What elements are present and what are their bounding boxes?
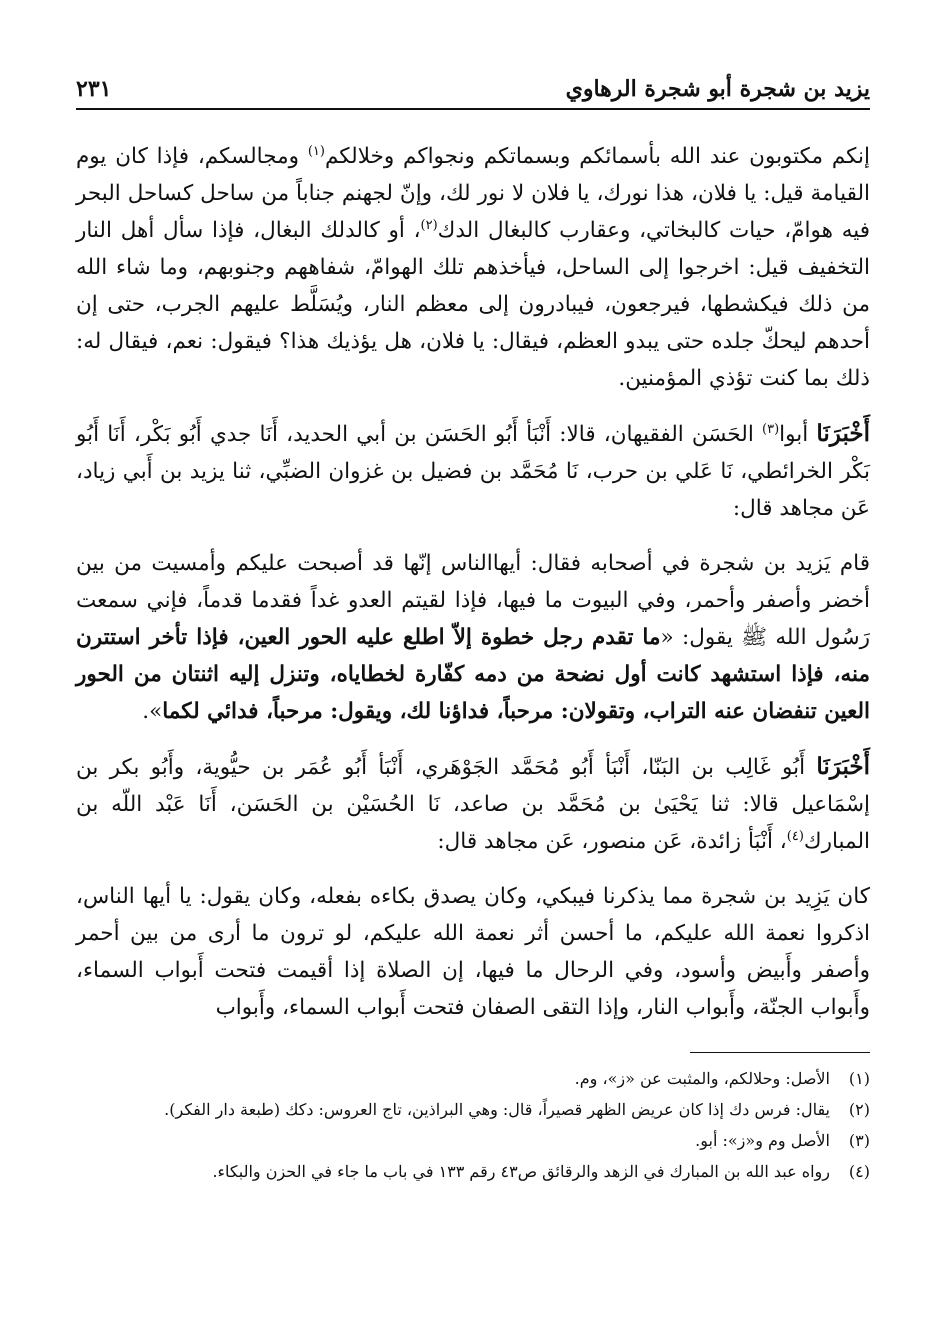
footnote-text: الأصل وم و«ز»: أبو. xyxy=(695,1131,830,1150)
footnote-number: (٤) xyxy=(848,1162,870,1181)
paragraph-1 xyxy=(76,138,870,397)
text-run: إنكم مكتوبون عند الله بأسمائكم وبسماتكم ونجواكم وخلالكم xyxy=(324,144,870,169)
book-page xyxy=(76,60,870,1300)
paragraph-5 xyxy=(76,878,870,1026)
page-number: ٢٣١ xyxy=(76,76,112,102)
main-text xyxy=(76,138,870,1026)
paragraph-4 xyxy=(76,748,870,860)
text-run: قام يَزيد بن شجرة في أصحابه فقال: أيهاالناس إنّها قد أصبحت عليكم وأمسيت من بين أخضر وأصفر وأحمر، وفي البيوت ما فيها، فإذا لقيتم العدو غداً فقدما قدماً، فإني سمعت رَسُول الله ﷺ يقول: « xyxy=(76,551,871,650)
text-run: ». xyxy=(142,699,163,724)
footnote-2 xyxy=(76,1094,870,1125)
footnote-ref-3: (٣) xyxy=(762,421,780,437)
footnote-number: (٣) xyxy=(848,1131,870,1150)
footnote-ref-1: (١) xyxy=(307,143,325,159)
footnote-ref-4: (٤) xyxy=(786,828,804,844)
footnote-divider xyxy=(690,1052,870,1053)
page-header xyxy=(76,60,870,110)
footnote-3 xyxy=(76,1125,870,1156)
footnote-ref-2: (٢) xyxy=(420,217,438,233)
footnote-text: يقال: فرس دك إذا كان عريض الظهر قصيراً، قال: وهي البراذين، تاج العروس: دكك (طبعة دار الفكر). xyxy=(164,1100,830,1119)
running-title: يزيد بن شجرة أبو شجرة الرهاوي xyxy=(565,76,870,102)
footnote-text: الأصل: وحلالكم، والمثبت عن «ز»، وم. xyxy=(574,1069,830,1088)
text-run: كان يَزِيد بن شجرة مما يذكرنا فيبكي، وكان يصدق بكاءه بفعله، وكان يقول: يا أيها الناس، اذكروا نعمة الله عليكم، ما أحسن أثر نعمة الله عليكم، لو ترون ما أرى من بين أحمر وأصفر وأَبيض وأسود، وفي الرحال ما فيها، إن الصلاة إذا أقيمت فتحت أَبواب السماء، وأَبواب الجنّة، وأَبواب النار، وإذا التقى الصفان فتحت أَبواب السماء، وأَبواب xyxy=(76,884,870,1020)
hadith-quote: ما تقدم رجل خطوة إلاّ اطلع عليه الحور العين، فإذا تأخر استترن منه، فإذا استشهد كانت أول نضحة من دمه كفّارة لخطاياه، وتنزل إليه اثنتان من الحور العين تنفضان عنه التراب، وتقولان: مرحباً، فداؤنا لك، ويقول: مرحباً، فدائي لكما xyxy=(76,625,870,724)
text-run: أَبُو غَالِب بن البَنّا، أَنْبَأ أَبُو مُحَمَّد الجَوْهَري، أَنْبَأ أَبُو عُمَر بن حيُّوية، وأَبُو بكر بن إسْمَاعيل قالا: ثنا يَحْيَىٰ بن مُحَمَّد بن صاعد، نَا الحُسَيْن بن الحَسَن، أَنَا عَبْد اللّه بن المبارك xyxy=(76,755,870,854)
text-run: ، أو كالدلك البغال، فإذا سأل أهل النار التخفيف قيل: اخرجوا إلى الساحل، فيأخذهم تلك الهوامّ، شفاههم وجنوبهم، وما شاء الله من ذلك فيكشطها، فيرجعون، فيبادرون إلى معظم النار، ويُسَلَّط عليهم الجرب، حتى إن أحدهم ليحكّ جلده حتى يبدو العظم، فيقال: يا فلان، هل يؤذيك هذا؟ فيقول: نعم، فيقال له: ذلك بما كنت تؤذي المؤمنين. xyxy=(76,218,870,391)
paragraph-3 xyxy=(76,545,870,730)
paragraph-2 xyxy=(76,415,870,527)
text-run: ، أَنْبَأ زائدة، عَن منصور، عَن مجاهد قال: xyxy=(437,829,787,854)
footnote-number: (١) xyxy=(848,1069,870,1088)
footnote-text: رواه عبد الله بن المبارك في الزهد والرقائق ص٤٣ رقم ١٣٣ في باب ما جاء في الحزن والبكاء. xyxy=(212,1162,830,1181)
text-run: أبوا xyxy=(779,422,817,447)
isnad-lead-word: أَخْبَرَنَا xyxy=(816,753,870,780)
isnad-lead-word: أَخْبَرَنَا xyxy=(816,420,870,447)
footnote-4 xyxy=(76,1156,870,1187)
footnotes xyxy=(76,1063,870,1187)
footnote-number: (٢) xyxy=(848,1100,870,1119)
text-run: ومجالسكم، فإذا كان يوم القيامة قيل: يا فلان، هذا نورك، يا فلان لا نور لك، وإنّ لجهنم جناباً من ساحل كساحل البحر فيه هوامّ، حيات كالبخاتي، وعقارب كالبغال الدك xyxy=(76,144,871,243)
text-run: الحَسَن الفقيهان، قالا: أَنْبَأ أَبُو الحَسَن بن أبي الحديد، أَنَا جدي أَبُو بَكْر، أَنَا أَبُو بَكْر الخرائطي، نَا عَلي بن حرب، نَا مُحَمَّد بن فضيل بن غزوان الضبِّي، ثنا يزيد بن أَبي زياد، عَن مجاهد قال: xyxy=(76,422,870,521)
footnote-1 xyxy=(76,1063,870,1094)
